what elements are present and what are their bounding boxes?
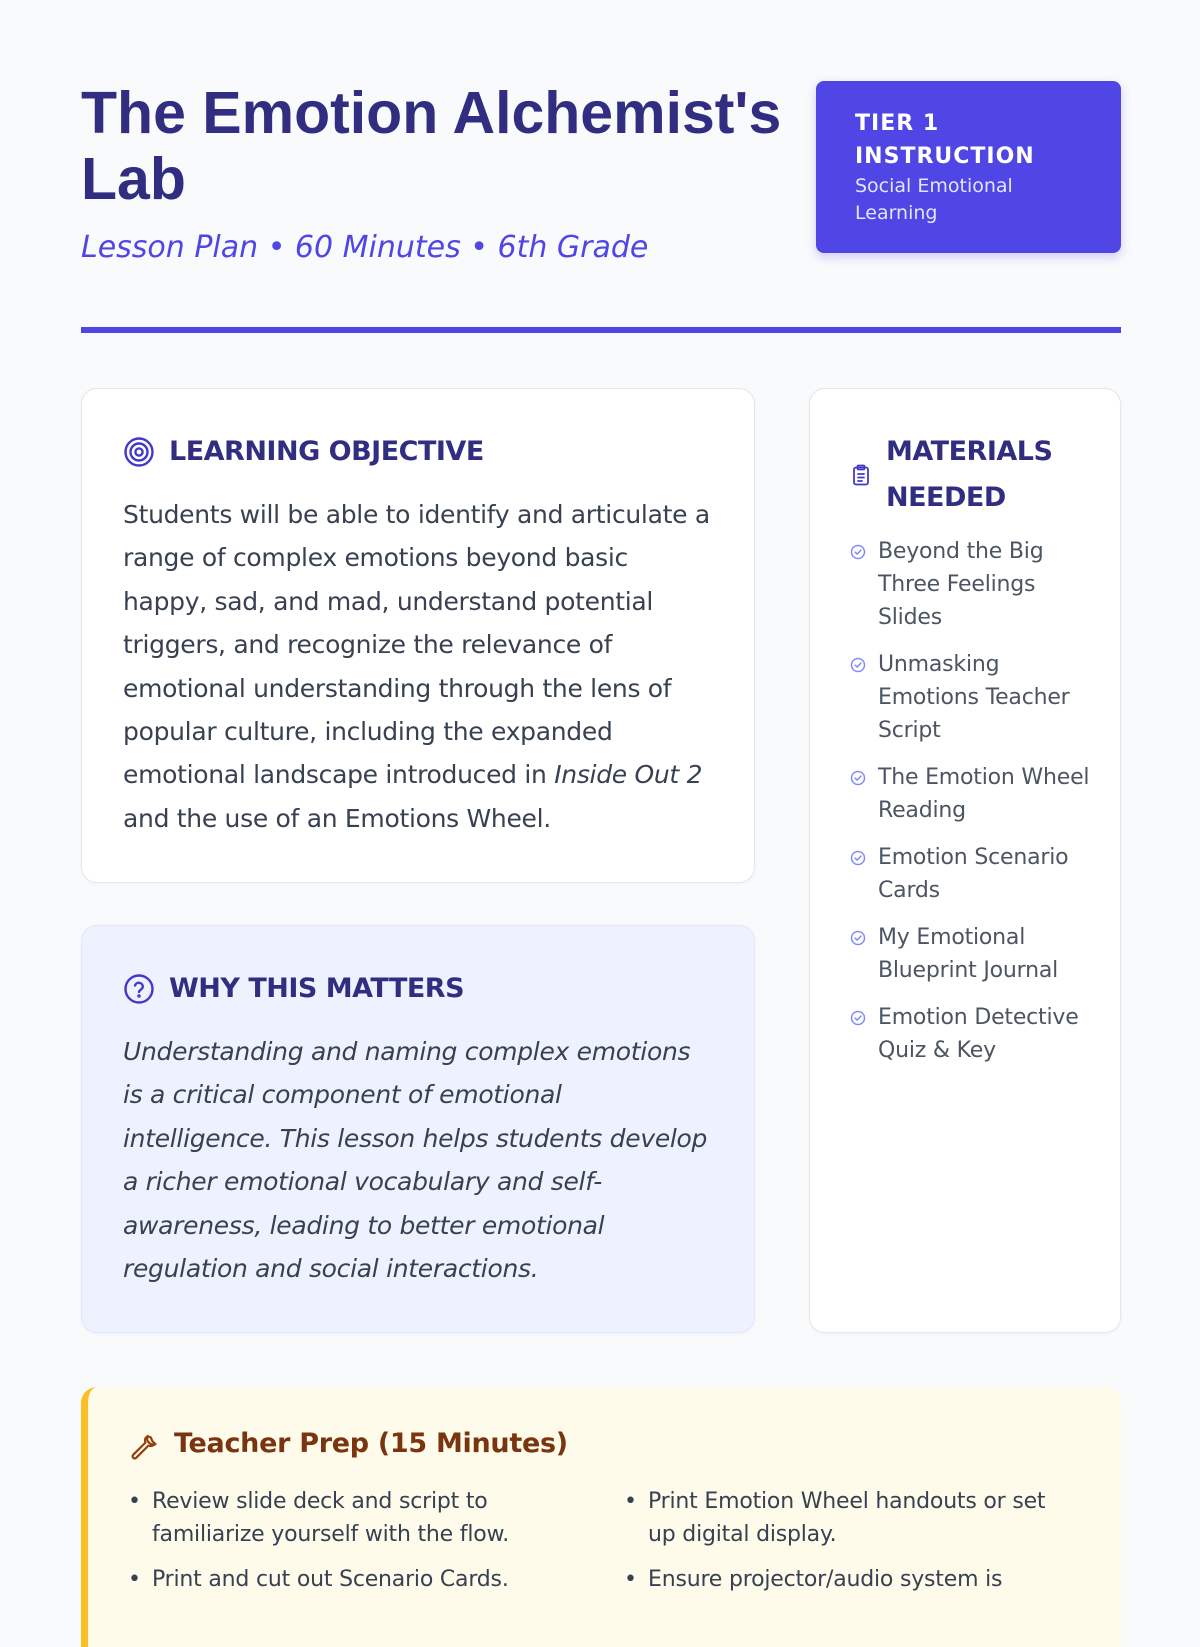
check-circle-icon (850, 770, 866, 786)
material-label: Emotion Scenario Cards (878, 845, 1069, 903)
header-divider (81, 327, 1121, 333)
lesson-header (81, 80, 1121, 280)
teacher-prep-heading (128, 1421, 1081, 1467)
bullet: • (128, 1567, 141, 1592)
why-this-matters-text: Understanding and naming complex emotions is a critical component of emotional intelligence. This lesson helps students develop a richer emotional vocabulary and self-awareness, leading to better emotional regulation and social interactions. (123, 1037, 708, 1284)
learning-objective-text (123, 493, 714, 840)
material-item (850, 1001, 1100, 1067)
bullet: • (624, 1567, 637, 1592)
bullet: • (128, 1489, 141, 1514)
check-circle-icon (850, 850, 866, 866)
learning-objective-title: LEARNING OBJECTIVE (169, 436, 484, 467)
material-label: Beyond the Big Three Feelings Slides (878, 539, 1044, 630)
material-item (850, 761, 1100, 827)
material-item (850, 841, 1100, 907)
teacher-prep-list (128, 1485, 1081, 1608)
prep-item (624, 1563, 1064, 1596)
materials-card (809, 388, 1121, 1333)
prep-item-label: Print and cut out Scenario Cards. (152, 1567, 509, 1592)
tier-badge-title: TIER 1 INSTRUCTION (855, 111, 1035, 169)
bullet: • (624, 1489, 637, 1514)
prep-item-label: Ensure projector/audio system is (648, 1567, 1003, 1592)
material-item (850, 921, 1100, 987)
teacher-prep-section (81, 1387, 1121, 1647)
check-circle-icon (850, 1010, 866, 1026)
check-circle-icon (850, 930, 866, 946)
material-label: The Emotion Wheel Reading (878, 765, 1090, 823)
why-this-matters-title: WHY THIS MATTERS (169, 973, 465, 1004)
prep-item-label: Review slide deck and script to familiarize yourself with the flow. (152, 1489, 510, 1547)
learning-objective-text-end: and the use of an Emotions Wheel. (123, 803, 551, 833)
check-circle-icon (850, 544, 866, 560)
materials-title: MATERIALS NEEDED (886, 436, 1053, 513)
page-subtitle: Lesson Plan • 60 Minutes • 6th Grade (81, 230, 649, 265)
tier-badge-subtitle: Social Emotional Learning (855, 175, 1013, 224)
help-circle-icon (123, 973, 155, 1005)
learning-objective-heading (123, 429, 714, 475)
teacher-prep-title: Teacher Prep (15 Minutes) (174, 1428, 568, 1459)
learning-objective-card (81, 388, 755, 883)
material-label: Emotion Detective Quiz & Key (878, 1005, 1079, 1063)
movie-title: Inside Out 2 (554, 760, 703, 790)
check-circle-icon (850, 657, 866, 673)
wrench-icon (128, 1428, 160, 1460)
why-this-matters-heading (123, 966, 714, 1012)
prep-item-label: Print Emotion Wheel handouts or set up digital display. (648, 1489, 1046, 1547)
prep-item (128, 1563, 624, 1596)
clipboard-icon (850, 464, 872, 486)
material-label: Unmasking Emotions Teacher Script (878, 652, 1070, 743)
materials-list (850, 535, 1100, 1067)
target-icon (123, 436, 155, 468)
prep-item (624, 1485, 1064, 1551)
tier-badge (816, 81, 1121, 253)
materials-heading (850, 429, 1100, 521)
material-item (850, 648, 1100, 747)
prep-item (128, 1485, 624, 1551)
material-item (850, 535, 1100, 634)
why-this-matters-card (81, 925, 755, 1333)
learning-objective-text-start: Students will be able to identify and articulate a range of complex emotions beyond basic happy, sad, and mad, understand potential triggers, and recognize the relevance of emotional understanding through the lens of popular culture, including the expanded emotional landscape introduced in (123, 500, 710, 790)
material-label: My Emotional Blueprint Journal (878, 925, 1059, 983)
page-title: The Emotion Alchemist's Lab (81, 80, 782, 212)
